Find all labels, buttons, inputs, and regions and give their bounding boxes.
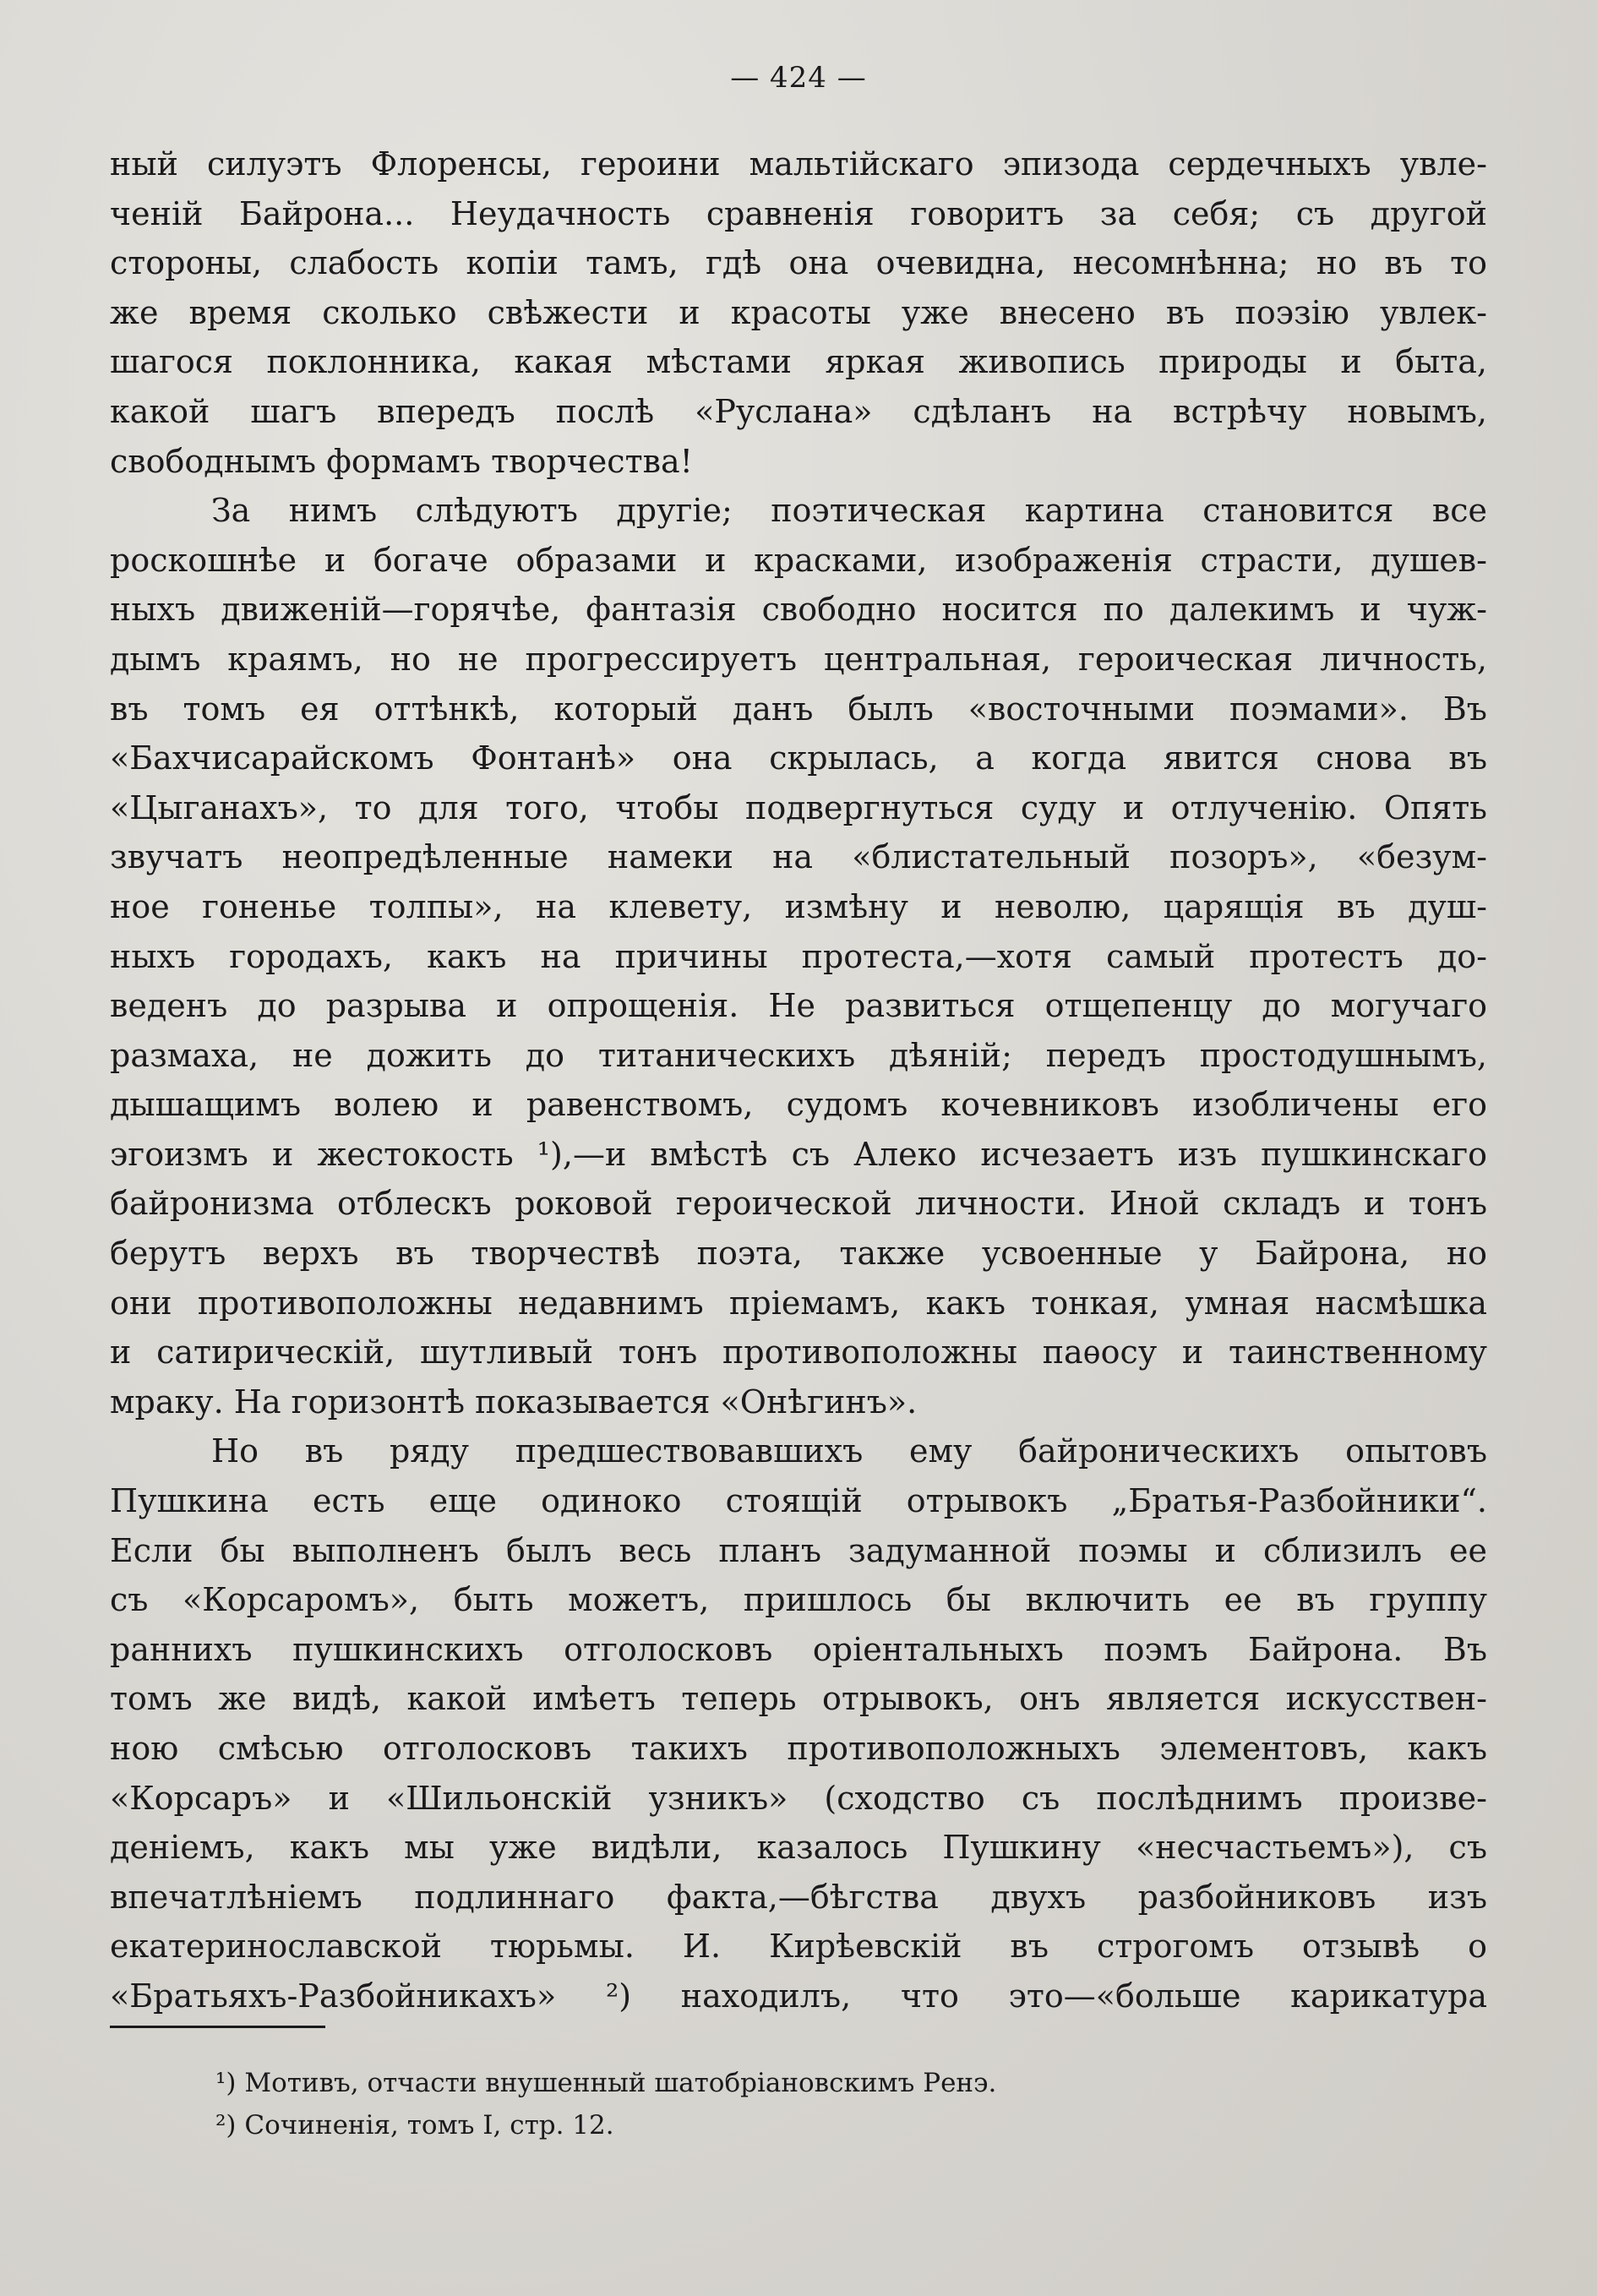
text-line: звучатъ неопредѣленные намеки на «блистательный позоръ», «безум-	[110, 838, 1487, 876]
text-line: мраку. На горизонтѣ показывается «Онѣгинъ».	[110, 1383, 918, 1421]
text-line: екатеринославской тюрьмы. И. Кирѣевскій въ строгомъ отзывѣ о	[110, 1928, 1487, 1966]
text-line: въ томъ ея оттѣнкѣ, который данъ былъ «восточными поэмами». Въ	[110, 690, 1487, 728]
text-line: байронизма отблескъ роковой героической личности. Иной складъ и тонъ	[110, 1185, 1487, 1223]
body-text	[110, 139, 1487, 2021]
paragraph-3	[110, 1426, 1487, 2021]
text-line: «Бахчисарайскомъ Фонтанѣ» она скрылась, а когда явится снова въ	[110, 739, 1487, 777]
text-line: За нимъ слѣдуютъ другіе; поэтическая картина становится все	[211, 492, 1487, 530]
text-line: же время сколько свѣжести и красоты уже внесено въ поэзію увлек-	[110, 293, 1487, 331]
text-line: размаха, не дожить до титаническихъ дѣяній; передъ простодушнымъ,	[110, 1036, 1487, 1074]
text-line: ное гоненье толпы», на клевету, измѣну и неволю, царящія въ душ-	[110, 887, 1487, 925]
text-line: ныхъ движеній—горячѣе, фантазія свободно носится по далекимъ и чуж-	[110, 591, 1487, 629]
footnote-divider	[110, 2026, 325, 2028]
text-line: эгоизмъ и жестокость ¹),—и вмѣстѣ съ Алеко исчезаетъ изъ пушкинскаго	[110, 1135, 1487, 1173]
text-line: «Братьяхъ-Разбойникахъ» ²) находилъ, что это—«больше карикатура	[110, 1977, 1487, 2015]
text-line: съ «Корсаромъ», быть можетъ, пришлось бы включить ее въ группу	[110, 1581, 1487, 1619]
text-line: Но въ ряду предшествовавшихъ ему байроническихъ опытовъ	[211, 1432, 1487, 1470]
text-line: ный силуэтъ Флоренсы, героини мальтійскаго эпизода сердечныхъ увле-	[110, 145, 1487, 183]
footnotes	[215, 2062, 1483, 2146]
text-line: ныхъ городахъ, какъ на причины протеста,—хотя самый протестъ до-	[110, 937, 1487, 975]
text-line: ченій Байрона... Неудачность сравненія говоритъ за себя; съ другой	[110, 194, 1487, 232]
footnote-2: ²) Сочиненія, томъ I, стр. 12.	[215, 2110, 614, 2141]
paragraph-2	[110, 486, 1487, 1426]
text-line: роскошнѣе и богаче образами и красками, изображенія страсти, душев-	[110, 541, 1487, 579]
page-number: — 424 —	[730, 61, 867, 95]
text-line: раннихъ пушкинскихъ отголосковъ оріентальныхъ поэмъ Байрона. Въ	[110, 1630, 1487, 1668]
text-line: «Корсаръ» и «Шильонскій узникъ» (сходство съ послѣднимъ произве-	[110, 1779, 1487, 1817]
text-line: шагося поклонника, какая мѣстами яркая живопись природы и быта,	[110, 343, 1487, 381]
text-line: свободнымъ формамъ творчества!	[110, 442, 693, 480]
text-line: они противоположны недавнимъ пріемамъ, какъ тонкая, умная насмѣшка	[110, 1284, 1487, 1322]
paragraph-1	[110, 139, 1487, 486]
text-line: впечатлѣніемъ подлиннаго факта,—бѣгства двухъ разбойниковъ изъ	[110, 1878, 1487, 1916]
text-line: дымъ краямъ, но не прогрессируетъ центральная, героическая личность,	[110, 640, 1487, 678]
text-line: дышащимъ волею и равенствомъ, судомъ кочевниковъ изобличены его	[110, 1086, 1487, 1124]
text-line: берутъ верхъ въ творчествѣ поэта, также усвоенные у Байрона, но	[110, 1235, 1487, 1273]
text-line: Пушкина есть еще одиноко стоящій отрывокъ „Братья-Разбойники“.	[110, 1482, 1487, 1520]
text-line: веденъ до разрыва и опрощенія. Не развиться отщепенцу до могучаго	[110, 987, 1487, 1025]
text-line: стороны, слабость копіи тамъ, гдѣ она очевидна, несомнѣнна; но въ то	[110, 244, 1487, 282]
footnote-1: ¹) Мотивъ, отчасти внушенный шатобріановскимъ Ренэ.	[215, 2068, 997, 2098]
text-line: деніемъ, какъ мы уже видѣли, казалось Пушкину «несчастьемъ»), съ	[110, 1829, 1487, 1867]
text-line: какой шагъ впередъ послѣ «Руслана» сдѣланъ на встрѣчу новымъ,	[110, 392, 1487, 430]
text-line: Если бы выполненъ былъ весь планъ задуманной поэмы и сблизилъ ее	[110, 1531, 1487, 1569]
text-line: ною смѣсью отголосковъ такихъ противоположныхъ элементовъ, какъ	[110, 1730, 1487, 1767]
text-line: томъ же видѣ, какой имѣетъ теперь отрывокъ, онъ является искусствен-	[110, 1680, 1487, 1718]
text-line: «Цыганахъ», то для того, чтобы подвергнуться суду и отлученію. Опять	[110, 788, 1487, 826]
text-line: и сатирическій, шутливый тонъ противоположны паѳосу и таинственному	[110, 1333, 1487, 1372]
